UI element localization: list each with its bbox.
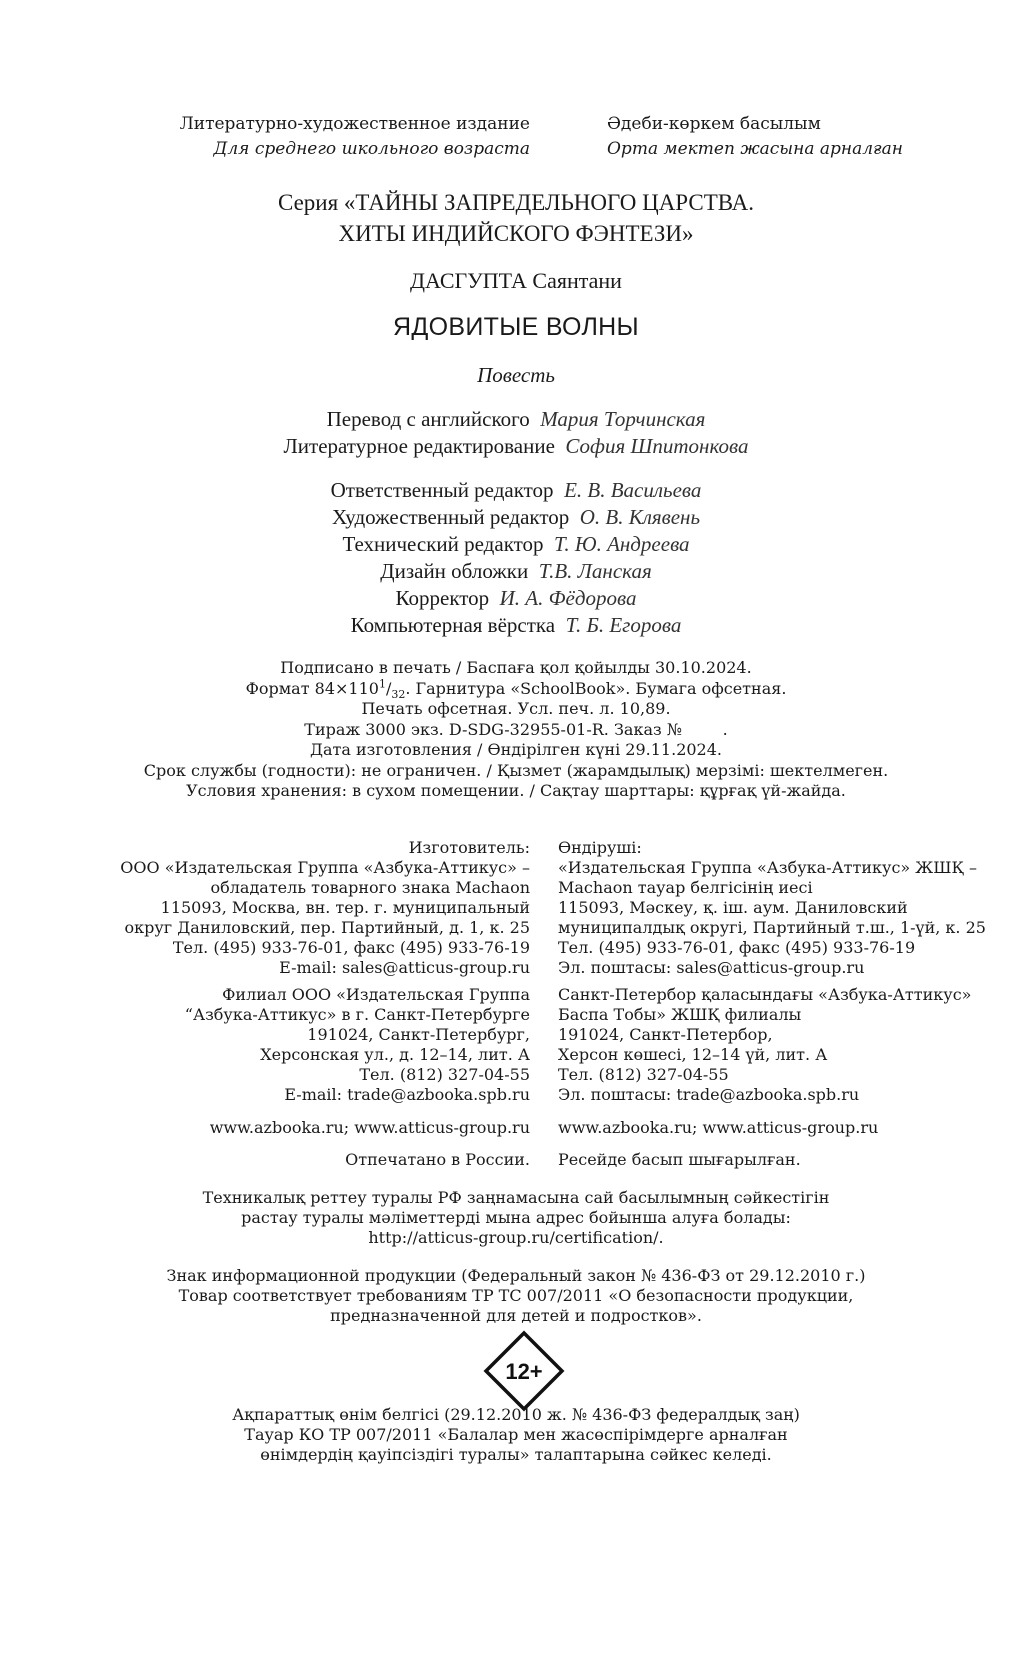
- credit-row: [0, 433, 1032, 460]
- certification-url: http://atticus-group.ru/certification/.: [368, 1228, 664, 1247]
- branch-kz: [558, 985, 988, 1105]
- credit-row: [0, 477, 1032, 504]
- sites-kz: www.azbooka.ru; www.atticus-group.ru: [558, 1118, 879, 1137]
- edition-type-kz: Әдеби-көркем басылым: [607, 114, 821, 134]
- imprint-storage: Условия хранения: в сухом помещении. / Сақтау шарттары: құрғақ үй-жайда.: [186, 781, 846, 800]
- credit-row: [0, 504, 1032, 531]
- format-fraction-num: 1: [378, 677, 386, 691]
- age-group-kz: Орта мектеп жасына арналған: [607, 139, 903, 159]
- credit-name: Е. В. Васильева: [564, 478, 702, 502]
- credit-row: [0, 406, 1032, 433]
- branch-line: 191024, Санкт-Петербор,: [558, 1025, 773, 1044]
- branch-line: Тел. (812) 327-04-55: [558, 1065, 729, 1084]
- format-prefix: Формат 84×110: [245, 678, 379, 698]
- credit-row: [0, 585, 1032, 612]
- branch-line: 191024, Санкт-Петербург,: [307, 1025, 530, 1044]
- manufacturer-line: Machaon тауар белгісінің иесі: [558, 878, 813, 897]
- law-line: Тауар КО ТР 007/2011 «Балалар мен жасөспірімдерге арналған: [244, 1425, 788, 1444]
- credit-role: Технический редактор: [342, 532, 544, 556]
- age-rating-badge: [483, 1330, 565, 1412]
- credit-role: Ответственный редактор: [330, 478, 554, 502]
- printed-ru: Отпечатано в России.: [345, 1150, 530, 1169]
- branch-line: Санкт-Петербор қаласындағы «Азбука-Аттикус»: [558, 985, 972, 1004]
- imprint-signed: Подписано в печать / Баспаға қол қойылды 30.10.2024.: [280, 658, 752, 677]
- imprint-print: Печать офсетная. Усл. печ. л. 10,89.: [361, 699, 671, 718]
- age-rating-label: 12+: [505, 1359, 543, 1384]
- manufacturer-line: «Издательская Группа «Азбука-Аттикус» ЖШҚ –: [558, 858, 977, 877]
- top-left-block: [120, 112, 530, 162]
- manufacturer-line: муниципалдық округі, Партийный т.ш., 1-үй, к. 25: [558, 918, 986, 937]
- manufacturer-line: E-mail: sales@atticus-group.ru: [279, 958, 530, 977]
- manufacturer-ru: [100, 838, 530, 978]
- imprint-life: Срок службы (годности): не ограничен. / Қызмет (жарамдылық) мерзімі: шектелмеген.: [143, 760, 889, 780]
- law-line: предназначенной для детей и подростков».: [330, 1306, 702, 1325]
- manufacturer-line: 115093, Мәскеу, қ. іш. аум. Даниловский: [558, 898, 908, 917]
- credit-role: Литературное редактирование: [283, 434, 555, 458]
- credit-role: Компьютерная вёрстка: [350, 613, 556, 637]
- branch-line: “Азбука-Аттикус» в г. Санкт-Петербурге: [184, 1005, 530, 1024]
- law-line: Товар соответствует требованиям ТР ТС 007/2011 «О безопасности продукции,: [178, 1286, 854, 1305]
- manufacturer-line: округ Даниловский, пер. Партийный, д. 1, к. 25: [124, 918, 530, 937]
- author: ДАСГУПТА Саянтани: [410, 268, 622, 293]
- manufacturer-line: Эл. поштасы: sales@atticus-group.ru: [558, 958, 865, 977]
- manufacturer-line: обладатель товарного знака Machaon: [210, 878, 530, 897]
- law-kz-block: [0, 1405, 1032, 1465]
- age-group-ru: Для среднего школьного возраста: [213, 139, 530, 159]
- branch-ru: [100, 985, 530, 1105]
- imprint-run: Тираж 3000 экз. D-SDG-32955-01-R. Заказ № .: [304, 719, 728, 739]
- credit-row: [0, 558, 1032, 585]
- law-line: Ақпараттық өнім белгісі (29.12.2010 ж. № 436-ФЗ федералдық заң): [232, 1405, 800, 1424]
- branch-line: Филиал ООО «Издательская Группа: [222, 985, 530, 1004]
- format-fraction-den: 32: [391, 687, 406, 701]
- series-line-1: Серия «ТАЙНЫ ЗАПРЕДЕЛЬНОГО ЦАРСТВА.: [277, 190, 755, 215]
- book-title: ЯДОВИТЫЕ ВОЛНЫ: [393, 313, 639, 341]
- imprint-made: Дата изготовления / Өндірілген күні 29.11.2024.: [309, 740, 722, 759]
- series-line-2: ХИТЫ ИНДИЙСКОГО ФЭНТЕЗИ»: [338, 221, 694, 246]
- sites-ru: www.azbooka.ru; www.atticus-group.ru: [209, 1118, 530, 1137]
- branch-line: Баспа Тобы» ЖШҚ филиалы: [558, 1005, 802, 1024]
- manufacturer-line: 115093, Москва, вн. тер. г. муниципальный: [160, 898, 530, 917]
- certification-block: [0, 1188, 1032, 1248]
- manufacturer-heading: Өндіруші:: [558, 838, 642, 857]
- law-line: өнімдердің қауіпсіздігі туралы» талаптарына сәйкес келеді.: [260, 1445, 772, 1464]
- edition-type-ru: Литературно-художественное издание: [179, 114, 530, 134]
- top-right-block: [607, 112, 927, 162]
- manufacturer-kz: [558, 838, 988, 978]
- translation-credits: [0, 406, 1032, 460]
- credit-row: [0, 612, 1032, 639]
- manufacturer-heading: Изготовитель:: [408, 838, 530, 857]
- branch-line: E-mail: trade@azbooka.spb.ru: [284, 1085, 530, 1104]
- genre: Повесть: [477, 363, 555, 387]
- manufacturer-line: Тел. (495) 933-76-01, факс (495) 933-76-19: [558, 938, 916, 957]
- imprint-format: Формат $84\times 110^1/_{32}$. Гарнитура «SchoolBook». Бумага офсетная.: [245, 677, 787, 701]
- format-suffix: . Гарнитура «SchoolBook». Бумага офсетная.: [405, 678, 787, 698]
- credit-role: Художественный редактор: [331, 505, 570, 529]
- credit-name: Т. Ю. Андреева: [554, 532, 690, 556]
- credit-name: Мария Торчинская: [540, 407, 706, 431]
- branch-line: Тел. (812) 327-04-55: [359, 1065, 530, 1084]
- credit-role: Корректор: [395, 586, 490, 610]
- branch-line: Эл. поштасы: trade@azbooka.spb.ru: [558, 1085, 860, 1104]
- credit-name: И. А. Фёдорова: [499, 586, 637, 610]
- law-line: Знак информационной продукции (Федеральный закон № 436-ФЗ от 29.12.2010 г.): [166, 1266, 866, 1285]
- branch-line: Херсон көшесі, 12–14 үй, лит. А: [558, 1045, 828, 1064]
- credit-role: Перевод с английского: [326, 407, 530, 431]
- credit-name: София Шпитонкова: [565, 434, 749, 458]
- credit-row: [0, 531, 1032, 558]
- credit-name: Т. Б. Егорова: [565, 613, 682, 637]
- credit-role: Дизайн обложки: [380, 559, 529, 583]
- manufacturer-line: ООО «Издательская Группа «Азбука-Аттикус» –: [120, 858, 530, 877]
- certification-line: Техникалық реттеу туралы РФ заңнамасына сай басылымның сәйкестігін: [202, 1188, 830, 1207]
- certification-line: растау туралы мәліметтерді мына адрес бойынша алуға болады:: [241, 1208, 791, 1227]
- branch-line: Херсонская ул., д. 12–14, лит. А: [260, 1045, 530, 1064]
- manufacturer-line: Тел. (495) 933-76-01, факс (495) 933-76-19: [172, 938, 530, 957]
- credit-name: О. В. Клявень: [579, 505, 701, 529]
- imprint-block: [0, 658, 1032, 802]
- series-block: [0, 187, 1032, 249]
- credit-name: Т.В. Ланская: [538, 559, 652, 583]
- staff-credits: [0, 477, 1032, 639]
- law-ru-block: [0, 1266, 1032, 1326]
- printed-kz: Ресейде басып шығарылған.: [558, 1150, 801, 1169]
